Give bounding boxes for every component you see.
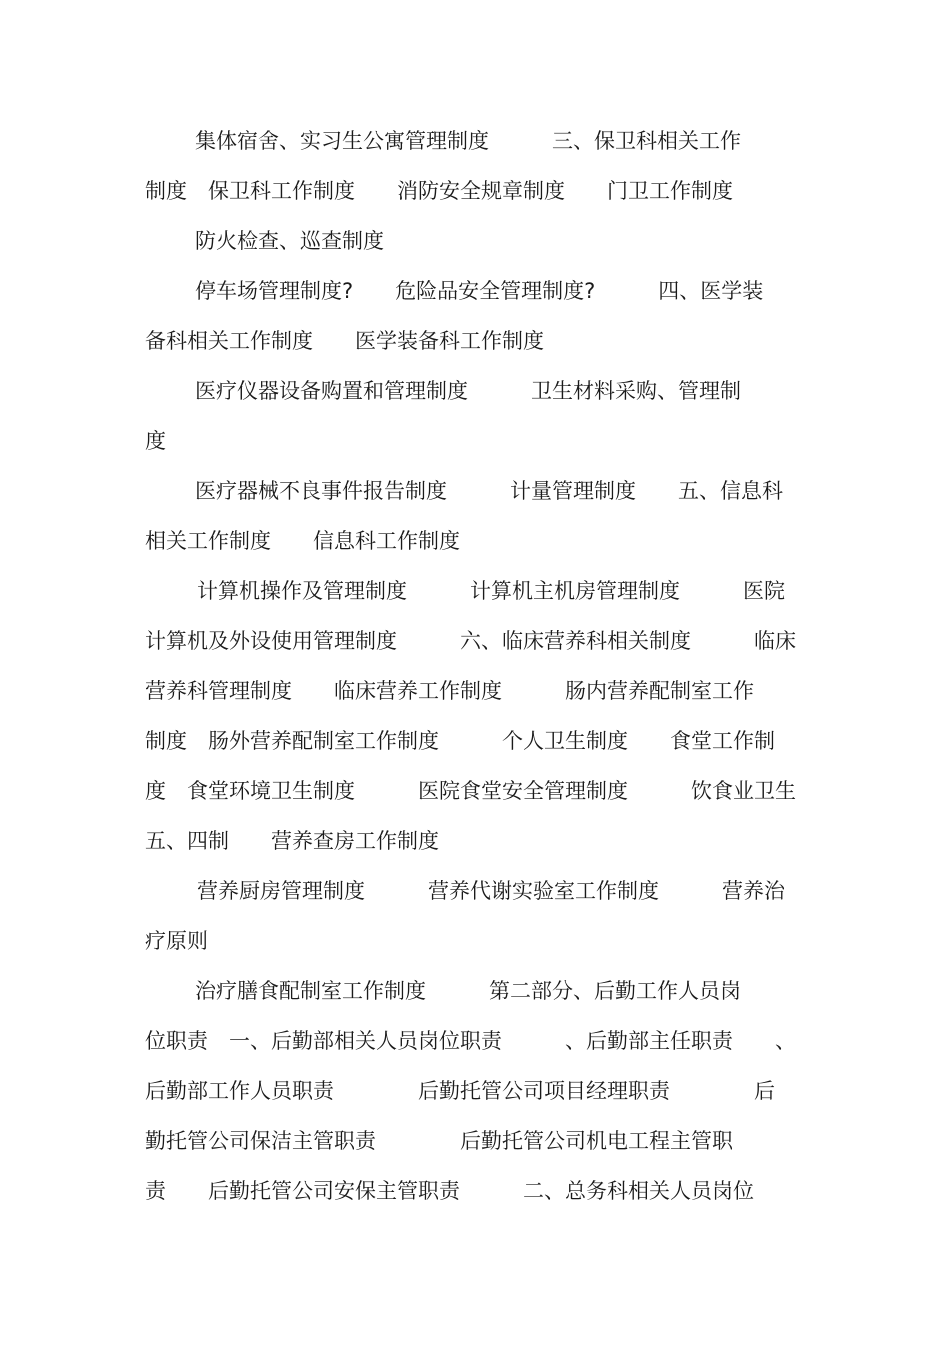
text-line: 度 <box>145 429 166 453</box>
text-line: 医疗仪器设备购置和管理制度 卫生材料采购、管理制 <box>195 379 741 403</box>
text-line: 责 后勤托管公司安保主管职责 二、总务科相关人员岗位 <box>145 1179 754 1203</box>
text-line: 计算机操作及管理制度 计算机主机房管理制度 医院 <box>197 579 785 603</box>
text-line: 营养厨房管理制度 营养代谢实验室工作制度 营养治 <box>197 879 785 903</box>
text-line: 位职责 一、后勤部相关人员岗位职责 、后勤部主任职责 、 <box>145 1029 796 1053</box>
text-line: 制度 保卫科工作制度 消防安全规章制度 门卫工作制度 <box>145 179 733 203</box>
text-line: 五、四制 营养查房工作制度 <box>145 829 439 853</box>
text-line: 制度 肠外营养配制室工作制度 个人卫生制度 食堂工作制 <box>145 729 775 753</box>
text-line: 防火检查、巡查制度 <box>195 229 384 253</box>
text-line: 勤托管公司保洁主管职责 后勤托管公司机电工程主管职 <box>145 1129 733 1153</box>
text-line: 后勤部工作人员职责 后勤托管公司项目经理职责 后 <box>145 1079 775 1103</box>
text-line: 相关工作制度 信息科工作制度 <box>145 529 460 553</box>
text-line: 医疗器械不良事件报告制度 计量管理制度 五、信息科 <box>195 479 783 503</box>
text-line: 备科相关工作制度 医学装备科工作制度 <box>145 329 544 353</box>
text-line: 计算机及外设使用管理制度 六、临床营养科相关制度 临床 <box>145 629 796 653</box>
text-line: 治疗膳食配制室工作制度 第二部分、后勤工作人员岗 <box>195 979 741 1003</box>
text-line: 营养科管理制度 临床营养工作制度 肠内营养配制室工作 <box>145 679 754 703</box>
text-line: 停车场管理制度? 危险品安全管理制度? 四、医学装 <box>195 279 764 303</box>
text-line: 疗原则 <box>145 929 208 953</box>
text-line: 度 食堂环境卫生制度 医院食堂安全管理制度 饮食业卫生 <box>145 779 796 803</box>
text-line: 集体宿舍、实习生公寓管理制度 三、保卫科相关工作 <box>195 129 741 153</box>
